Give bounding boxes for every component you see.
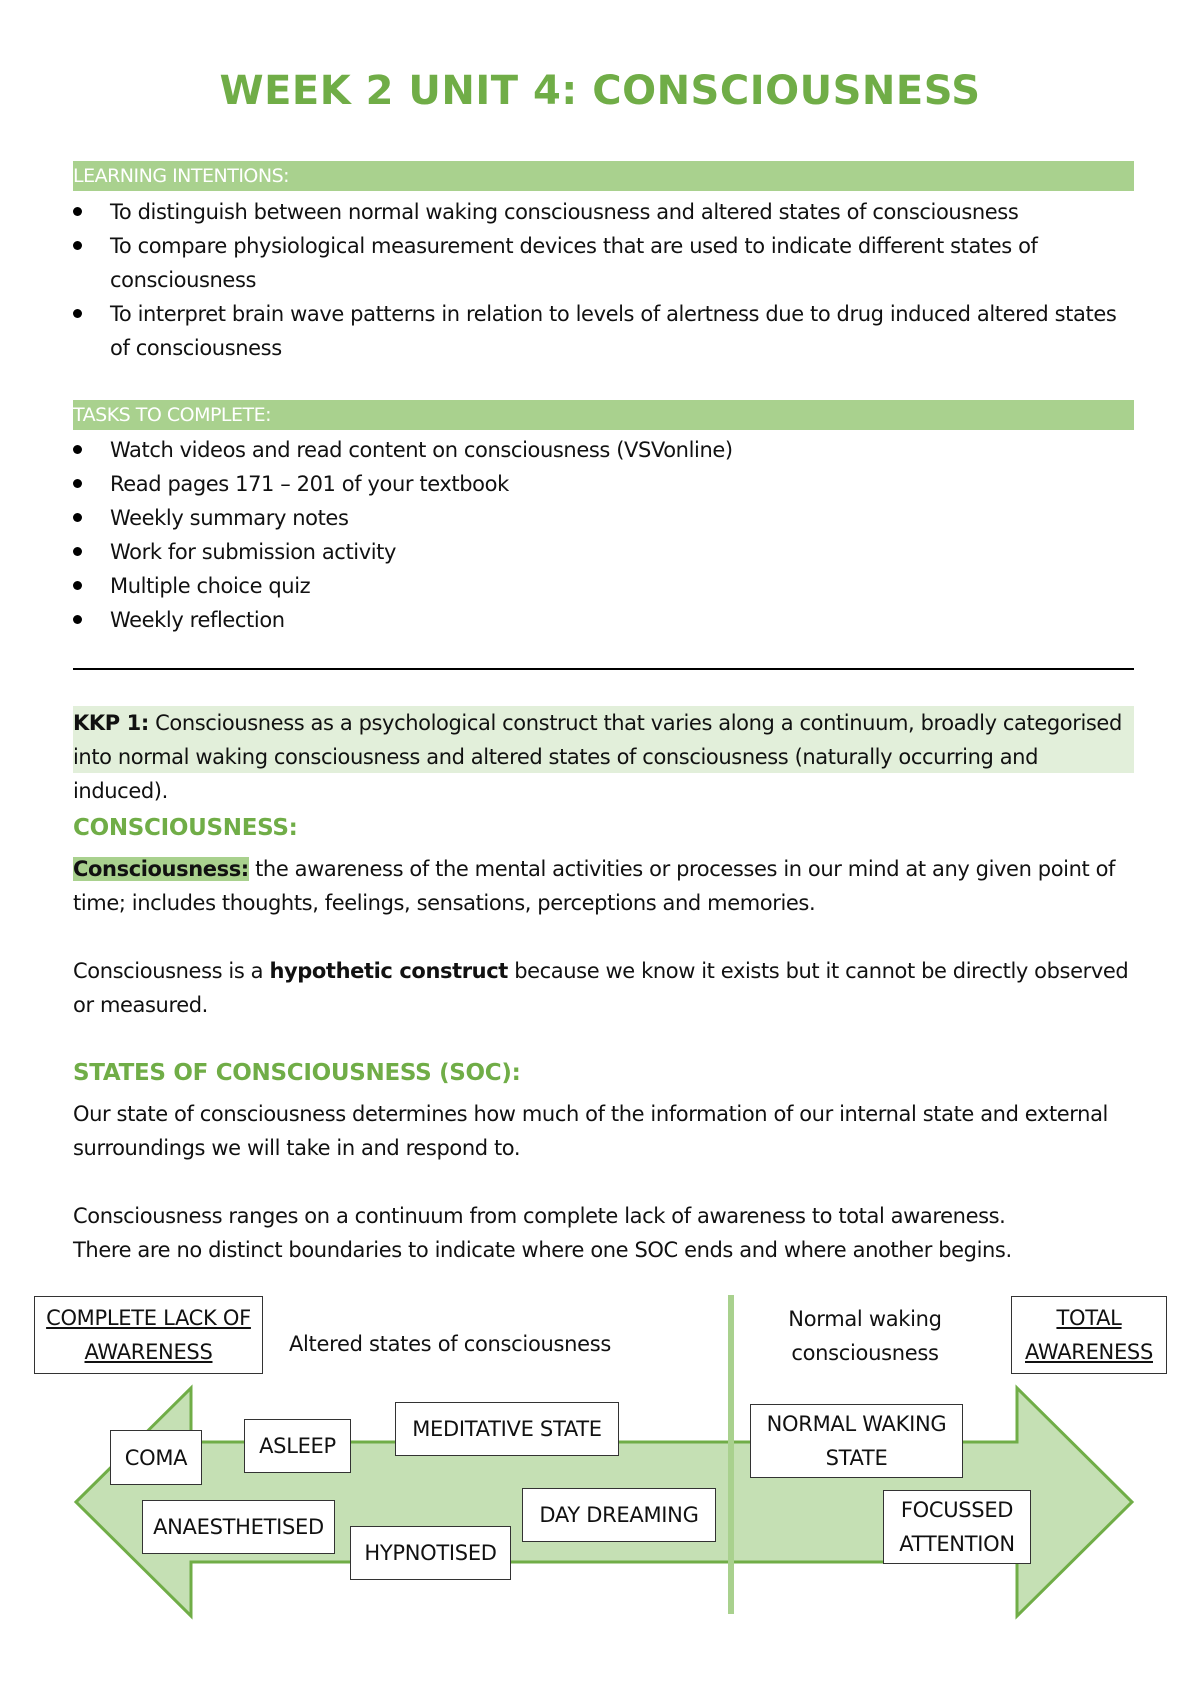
state-normal-waking: NORMAL WAKING STATE <box>750 1404 963 1478</box>
para-text: because we know it exists but it cannot be directly observed or measured. <box>73 959 1129 1017</box>
list-item: To distinguish between normal waking consciousness and altered states of consciousness <box>73 195 1134 229</box>
bold-term: hypothetic construct <box>269 959 508 983</box>
right-end-label: TOTAL AWARENESS <box>1025 1306 1153 1364</box>
soc-heading: STATES OF CONSCIOUSNESS (SOC): <box>73 1060 521 1086</box>
list-item: Read pages 171 – 201 of your textbook <box>73 467 1134 501</box>
state-coma: COMA <box>110 1430 202 1485</box>
kkp-label: KKP 1: <box>73 711 149 735</box>
page-title: WEEK 2 UNIT 4: CONSCIOUSNESS <box>219 68 981 114</box>
altered-states-label: Altered states of consciousness <box>288 1332 612 1356</box>
tasks-heading: TASKS TO COMPLETE: <box>73 400 1134 430</box>
state-anaesthetised: ANAESTHETISED <box>142 1500 335 1554</box>
state-hypnotised: HYPNOTISED <box>350 1526 511 1580</box>
normal-waking-label: Normal waking consciousness <box>788 1307 942 1365</box>
list-item: Multiple choice quiz <box>73 569 1134 603</box>
state-asleep: ASLEEP <box>244 1419 351 1473</box>
para-line: Consciousness ranges on a continuum from complete lack of awareness to total awareness. <box>73 1204 1006 1228</box>
total-awareness-box <box>1011 1296 1167 1374</box>
consciousness-term: Consciousness: <box>73 857 249 881</box>
list-item: Weekly reflection <box>73 603 1134 637</box>
list-item: Watch videos and read content on consciousness (VSVonline) <box>73 433 1134 467</box>
list-item: Work for submission activity <box>73 535 1134 569</box>
state-day-dreaming: DAY DREAMING <box>522 1488 716 1542</box>
state-focussed-attention: FOCUSSED ATTENTION <box>883 1490 1031 1564</box>
left-end-label: COMPLETE LACK OF AWARENESS <box>46 1306 251 1364</box>
state-meditative: MEDITATIVE STATE <box>395 1402 619 1456</box>
learning-intentions-heading: LEARNING INTENTIONS: <box>73 161 1134 191</box>
list-item: To interpret brain wave patterns in relation to levels of alertness due to drug induced altered states of consciousness <box>73 297 1134 365</box>
kkp-text: Consciousness as a psychological construct that varies along a continuum, broadly categorised into normal waking consciousness and altered states of consciousness (naturally occurring and induced). <box>73 711 1122 803</box>
list-item: Weekly summary notes <box>73 501 1134 535</box>
para-text: Consciousness is a <box>73 959 270 983</box>
list-item: To compare physiological measurement devices that are used to indicate different states of consciousness <box>73 229 1134 297</box>
definition-text: the awareness of the mental activities or processes in our mind at any given point of time; includes thoughts, feelings, sensations, perceptions and memories. <box>73 857 1116 915</box>
consciousness-heading: CONSCIOUSNESS: <box>73 815 298 841</box>
complete-lack-of-awareness-box <box>34 1296 263 1374</box>
soc-paragraph-1: Our state of consciousness determines how much of the information of our internal state and external surroundings we will take in and respond to. <box>73 1102 1108 1160</box>
para-line: There are no distinct boundaries to indicate where one SOC ends and where another begins. <box>73 1238 1012 1262</box>
